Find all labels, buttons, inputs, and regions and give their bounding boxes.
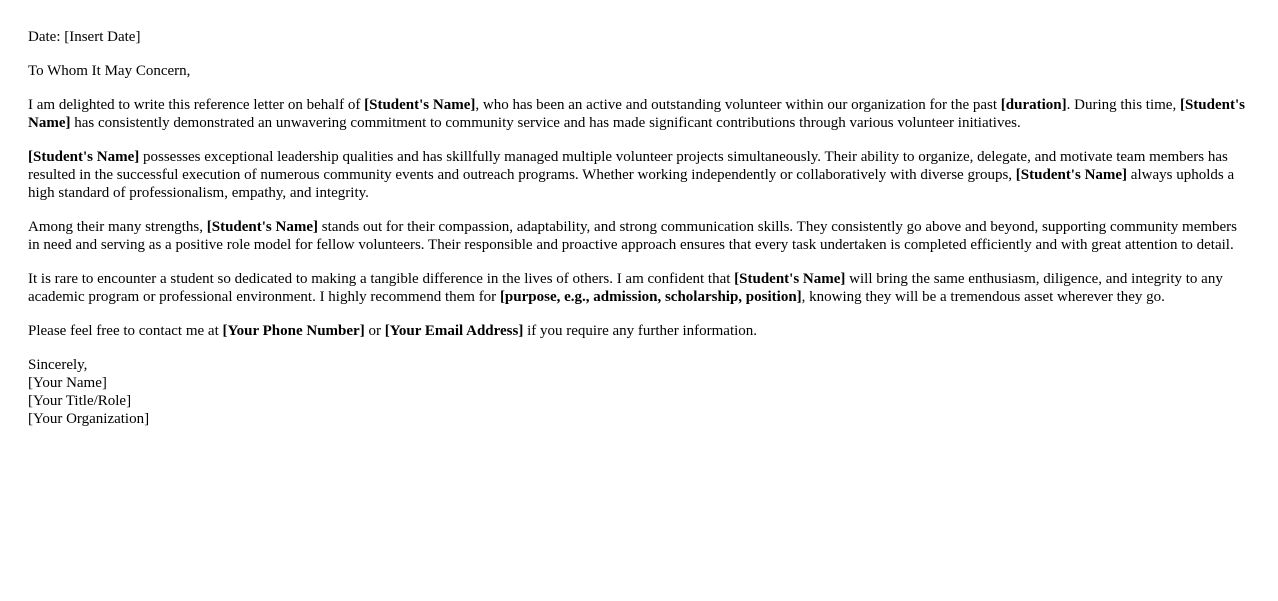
text-segment: I am delighted to write this reference letter on behalf of [28, 97, 365, 113]
student-name-placeholder: [Student's Name] [28, 149, 140, 165]
student-name-placeholder: [Student's Name] [734, 271, 846, 287]
text-segment: Please feel free to contact me at [28, 323, 223, 339]
reference-letter [28, 28, 1250, 428]
text-segment: has consistently demonstrated an unwavering commitment to community service and has made significant contributions through various volunteer initiatives. [70, 115, 1021, 131]
letter-salutation: To Whom It May Concern, [28, 63, 191, 79]
text-segment: . During this time, [1066, 97, 1180, 113]
paragraph-contact [28, 322, 1250, 340]
text-segment: , who has been an active and outstanding volunteer within our organization for the past [475, 97, 1001, 113]
text-segment: or [364, 323, 385, 339]
text-segment: if you require any further information. [523, 323, 758, 339]
paragraph-introduction [28, 96, 1250, 132]
signer-name: [Your Name] [28, 375, 107, 391]
phone-placeholder: [Your Phone Number] [222, 323, 365, 339]
student-name-placeholder: [Student's Name] [364, 97, 476, 113]
purpose-placeholder: [purpose, e.g., admission, scholarship, position] [499, 289, 802, 305]
closing: Sincerely, [28, 357, 88, 373]
text-segment: possesses exceptional leadership qualities and has skillfully managed multiple volunteer projects simultaneously. Their ability to organize, delegate, and motivate team members has resulted in the successful execution of numerous community events and outreach programs. Whether working independently or collaboratively with diverse groups, [28, 149, 1228, 183]
email-placeholder: [Your Email Address] [384, 323, 524, 339]
student-name-placeholder: [Student's Name] [206, 219, 318, 235]
duration-placeholder: [duration] [1000, 97, 1067, 113]
text-segment: , knowing they will be a tremendous asset wherever they go. [801, 289, 1165, 305]
text-segment: stands out for their compassion, adaptability, and strong communication skills. They consistently go above and beyond, supporting community members in need and serving as a positive role model for fellow volunteers. Their responsible and proactive approach ensures that every task undertaken is completed efficiently and with great attention to detail. [28, 219, 1238, 253]
text-segment: It is rare to encounter a student so dedicated to making a tangible difference in the lives of others. I am confident that [28, 271, 735, 287]
letter-date: Date: [Insert Date] [28, 29, 141, 45]
signature-block [28, 356, 1250, 428]
student-name-placeholder: [Student's Name] [28, 97, 1245, 131]
paragraph-leadership [28, 148, 1250, 202]
text-segment: always upholds a high standard of professionalism, empathy, and integrity. [28, 167, 1235, 201]
paragraph-recommendation [28, 270, 1250, 306]
text-segment: will bring the same enthusiasm, diligence, and integrity to any academic program or professional environment. I highly recommend them for [28, 271, 1223, 305]
signer-title: [Your Title/Role] [28, 393, 132, 409]
text-segment: Among their many strengths, [28, 219, 207, 235]
paragraph-strengths [28, 218, 1250, 254]
student-name-placeholder: [Student's Name] [1015, 167, 1128, 183]
signer-organization: [Your Organization] [28, 411, 150, 427]
